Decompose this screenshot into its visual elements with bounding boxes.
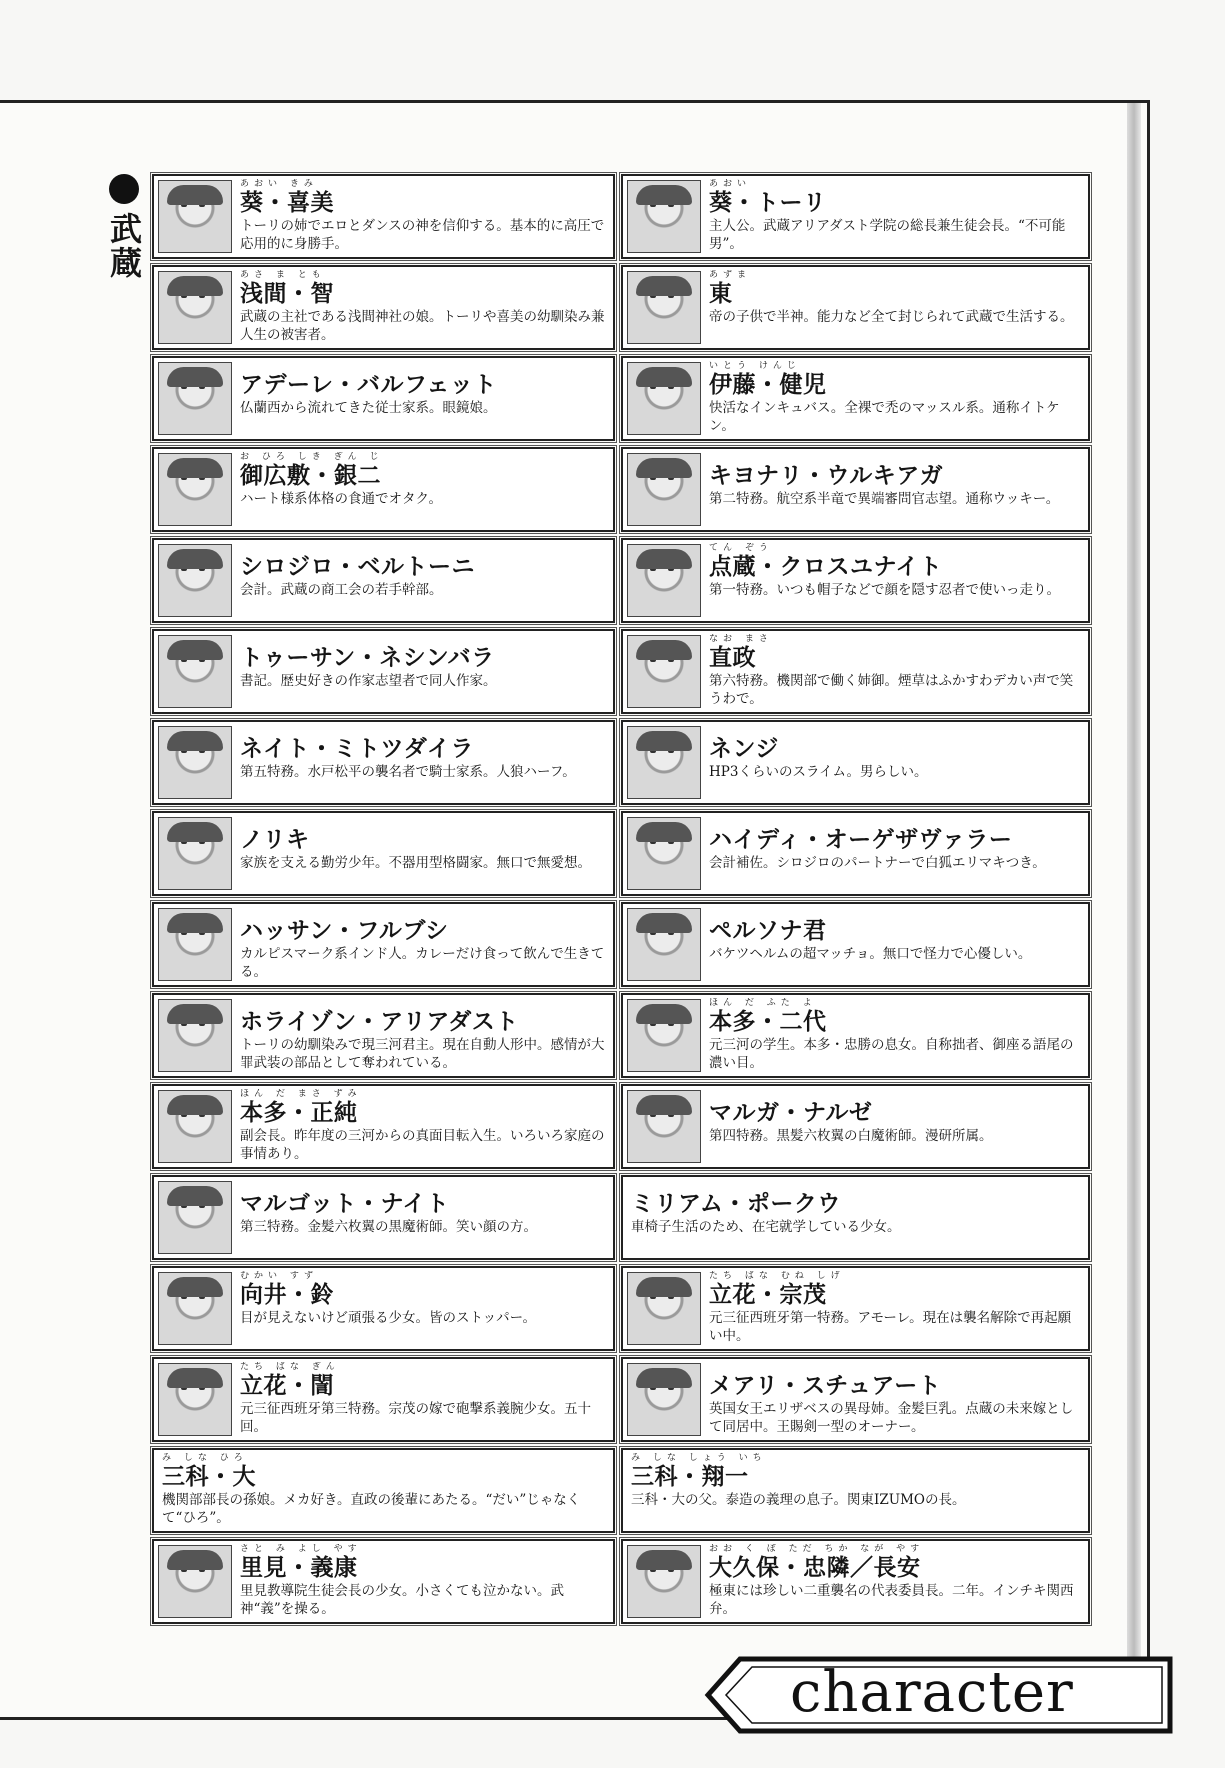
character-name-ruby: なお まさ — [709, 634, 773, 644]
character-description: 第四特務。黒髪六枚翼の白魔術師。漫研所属。 — [709, 1128, 993, 1144]
character-description: 会計補佐。シロジロのパートナーで白狐エリマキつき。 — [709, 855, 1046, 871]
character-card-body — [705, 631, 1088, 712]
character-portrait — [158, 1545, 232, 1618]
character-portrait — [627, 1363, 701, 1436]
character-portrait — [158, 635, 232, 708]
character-name-ruby — [709, 1362, 1082, 1373]
character-card-body — [236, 1268, 613, 1349]
character-name: メアリ・スチュアート — [709, 1373, 942, 1399]
character-card-body — [236, 813, 613, 894]
character-card — [152, 720, 615, 805]
character-portrait — [627, 726, 701, 799]
character-card — [621, 720, 1090, 805]
character-description: バケツヘルムの超マッチョ。無口で怪力で心優しい。 — [709, 946, 1032, 962]
character-card-body — [236, 540, 613, 621]
character-card-body — [705, 995, 1088, 1076]
character-card-body — [705, 1541, 1088, 1622]
character-name: ハッサン・フルブシ — [240, 918, 449, 944]
character-card-body — [705, 176, 1088, 257]
character-description: 第六特務。機関部で働く姉御。煙草はふかすわデカい声で笑うわで。 — [709, 673, 1074, 707]
character-card — [621, 902, 1090, 987]
character-description: 第一特務。いつも帽子などで顔を隠す忍者で使いっ走り。 — [709, 582, 1060, 598]
character-card-body — [705, 540, 1088, 621]
character-portrait — [158, 362, 232, 435]
character-card — [152, 1539, 615, 1624]
character-description: 元三征西班牙第一特務。アモーレ。現在は襲名解除で再起願い中。 — [709, 1310, 1072, 1344]
character-name-ruby — [240, 998, 607, 1009]
character-name-ruby — [240, 725, 607, 736]
character-description: 極東には珍しい二重襲名の代表委員長。二年。インチキ関西弁。 — [709, 1583, 1074, 1617]
character-card-body — [154, 1450, 613, 1531]
character-portrait — [627, 362, 701, 435]
character-card — [152, 538, 615, 623]
character-name-ruby: お ひろ しき ぎん じ — [240, 452, 384, 462]
character-name-ruby — [240, 634, 607, 645]
character-name: 里見・義康 — [240, 1555, 358, 1581]
character-card — [152, 902, 615, 987]
character-portrait — [158, 271, 232, 344]
character-name-ruby — [240, 543, 607, 554]
character-card — [152, 1448, 615, 1533]
character-card-body — [236, 1086, 613, 1167]
character-portrait — [627, 271, 701, 344]
character-card-body — [236, 1541, 613, 1622]
character-card — [621, 1084, 1090, 1169]
character-portrait — [158, 817, 232, 890]
character-name: アデーレ・バルフェット — [240, 372, 497, 398]
character-name-ruby — [240, 816, 607, 827]
character-card — [152, 811, 615, 896]
character-name: ミリアム・ポークウ — [631, 1191, 841, 1217]
character-name: 葵・喜美 — [240, 190, 334, 216]
character-name-ruby: むかい すず — [240, 1271, 318, 1281]
character-name: ネイト・ミトツダイラ — [240, 736, 474, 762]
character-name: シロジロ・ベルトーニ — [240, 554, 475, 580]
character-card-body — [705, 904, 1088, 985]
character-card-body — [705, 1268, 1088, 1349]
character-description: 里見教導院生徒会長の少女。小さくても泣かない。武神“義”を操る。 — [240, 1583, 564, 1617]
character-card — [152, 1084, 615, 1169]
character-description: 機関部部長の孫娘。メカ好き。直政の後輩にあたる。“だい”じゃなくて“ひろ”。 — [162, 1492, 581, 1526]
section-marker — [104, 174, 144, 280]
character-card-body — [236, 631, 613, 712]
character-card — [621, 447, 1090, 532]
character-name-ruby: み しな しょう いち — [631, 1453, 767, 1463]
character-card — [621, 1266, 1090, 1351]
character-name-ruby: おお く ぼ ただ ちか なが やす — [709, 1544, 925, 1554]
character-portrait — [158, 1272, 232, 1345]
character-name-ruby: み しな ひろ — [162, 1453, 248, 1463]
character-name: 点蔵・クロスユナイト — [709, 554, 943, 580]
character-name: ホライゾン・アリアダスト — [240, 1009, 519, 1035]
character-banner — [700, 1655, 1180, 1735]
character-card-body — [236, 904, 613, 985]
character-card-body — [705, 449, 1088, 530]
character-portrait — [158, 1363, 232, 1436]
character-card — [621, 811, 1090, 896]
character-card-body — [705, 813, 1088, 894]
character-description: 英国女王エリザベスの異母姉。金髪巨乳。点蔵の未来嫁として同居中。王賜剣一型のオーナー。 — [709, 1401, 1074, 1435]
character-portrait — [158, 1181, 232, 1254]
character-card-body — [705, 1086, 1088, 1167]
character-card — [621, 1175, 1090, 1260]
character-card-body — [236, 722, 613, 803]
character-card — [621, 538, 1090, 623]
character-description: 三科・大の父。泰造の義理の息子。関東IZUMOの長。 — [631, 1492, 966, 1508]
character-name: ハイディ・オーゲザヴァラー — [709, 827, 1013, 853]
character-name: トゥーサン・ネシンバラ — [240, 645, 495, 671]
character-description: 仏蘭西から流れてきた従士家系。眼鏡娘。 — [240, 400, 497, 416]
character-portrait — [627, 908, 701, 981]
character-name: 立花・誾 — [240, 1373, 334, 1399]
character-name: マルゴット・ナイト — [240, 1191, 450, 1217]
character-card — [621, 1357, 1090, 1442]
character-name: 東 — [709, 281, 733, 307]
character-name-ruby — [709, 452, 1082, 463]
character-name-ruby: てん ぞう — [709, 543, 773, 553]
character-name: 本多・二代 — [709, 1009, 827, 1035]
character-card-body — [236, 995, 613, 1076]
character-card — [152, 1175, 615, 1260]
character-card — [621, 1539, 1090, 1624]
character-card-body — [236, 267, 613, 348]
character-description: 元三河の学生。本多・忠勝の息女。自称拙者、御座る語尾の濃い目。 — [709, 1037, 1074, 1071]
character-name-ruby — [240, 361, 607, 372]
character-name-ruby: ほん だ ふた よ — [709, 998, 817, 1008]
character-description: 武蔵の主社である浅間神社の娘。トーリや喜美の幼馴染み兼人生の被害者。 — [240, 309, 605, 343]
character-name: 三科・翔一 — [631, 1464, 749, 1490]
character-card-body — [236, 1177, 613, 1258]
character-description: 元三征西班牙第三特務。宗茂の嫁で砲撃系義腕少女。五十回。 — [240, 1401, 591, 1435]
character-name-ruby — [240, 1180, 607, 1191]
character-portrait — [627, 1090, 701, 1163]
character-card-body — [236, 449, 613, 530]
character-description: トーリの姉でエロとダンスの神を信仰する。基本的に高圧で応用的に身勝手。 — [240, 218, 605, 252]
character-card — [621, 629, 1090, 714]
character-name: 御広敷・銀二 — [240, 463, 381, 489]
character-name: ノリキ — [240, 827, 310, 853]
character-name-ruby — [631, 1180, 1082, 1191]
character-name: 向井・鈴 — [240, 1282, 334, 1308]
character-name-ruby: いとう けんじ — [709, 361, 801, 371]
character-name: キヨナリ・ウルキアガ — [709, 463, 944, 489]
character-portrait — [627, 453, 701, 526]
character-name-ruby: あさ ま とも — [240, 270, 326, 280]
character-name-ruby: あずま — [709, 270, 752, 280]
character-description: 車椅子生活のため、在宅就学している少女。 — [631, 1219, 901, 1235]
character-name-ruby — [709, 725, 1082, 736]
character-description: 書記。歴史好きの作家志望者で同人作家。 — [240, 673, 497, 689]
character-name: 直政 — [709, 645, 756, 671]
banner-text: character — [790, 1660, 1074, 1725]
character-description: 帝の子供で半神。能力など全て封じられて武蔵で生活する。 — [709, 309, 1074, 325]
character-name: 本多・正純 — [240, 1100, 358, 1126]
character-portrait — [158, 999, 232, 1072]
character-card-body — [705, 267, 1088, 348]
character-card — [621, 993, 1090, 1078]
character-portrait — [627, 1272, 701, 1345]
character-name-ruby: あおい きみ — [240, 179, 318, 189]
character-card — [621, 174, 1090, 259]
character-name-ruby: たち ばな ぎん — [240, 1362, 340, 1372]
section-bullet-icon — [109, 174, 139, 204]
character-card-body — [623, 1177, 1088, 1258]
character-description: 家族を支える勤労少年。不器用型格闘家。無口で無愛想。 — [240, 855, 591, 871]
character-name: 葵・トーリ — [709, 190, 827, 216]
character-description: 快活なインキュバス。全裸で禿のマッスル系。通称イトケン。 — [709, 400, 1060, 434]
character-card — [152, 265, 615, 350]
character-portrait — [627, 999, 701, 1072]
character-card — [152, 447, 615, 532]
character-card — [152, 1357, 615, 1442]
character-card-body — [236, 176, 613, 257]
character-name-ruby — [709, 907, 1082, 918]
character-description: 会計。武蔵の商工会の若手幹部。 — [240, 582, 443, 598]
character-name: 立花・宗茂 — [709, 1282, 827, 1308]
character-description: 目が見えないけど頑張る少女。皆のストッパー。 — [240, 1310, 537, 1326]
character-name-ruby: ほん だ まさ ずみ — [240, 1089, 362, 1099]
character-description: トーリの幼馴染みで現三河君主。現在自動人形中。感情が大罪武装の部品として奪われている。 — [240, 1037, 605, 1071]
character-card — [152, 993, 615, 1078]
character-name-ruby — [240, 907, 607, 918]
character-portrait — [627, 180, 701, 253]
character-card — [152, 629, 615, 714]
character-card-body — [236, 1359, 613, 1440]
character-portrait — [627, 817, 701, 890]
character-grid — [152, 174, 1090, 1624]
section-title: 武蔵 — [105, 212, 143, 280]
character-description: HP3くらいのスライム。男らしい。 — [709, 764, 928, 780]
character-name: ネンジ — [709, 736, 779, 762]
character-name-ruby: あおい — [709, 179, 752, 189]
character-portrait — [627, 544, 701, 617]
character-card-body — [705, 358, 1088, 439]
character-description: 副会長。昨年度の三河からの真面目転入生。いろいろ家庭の事情あり。 — [240, 1128, 605, 1162]
character-name: マルガ・ナルゼ — [709, 1100, 873, 1126]
character-name-ruby — [709, 1089, 1082, 1100]
character-name: 浅間・智 — [240, 281, 334, 307]
character-name-ruby: さと み よし やす — [240, 1544, 362, 1554]
character-name: 伊藤・健児 — [709, 372, 827, 398]
character-card-body — [623, 1450, 1088, 1531]
character-card-body — [236, 358, 613, 439]
character-portrait — [158, 453, 232, 526]
character-portrait — [158, 180, 232, 253]
character-card — [152, 174, 615, 259]
character-card-body — [705, 1359, 1088, 1440]
character-card — [621, 1448, 1090, 1533]
character-description: カルピスマーク系インド人。カレーだけ食って飲んで生きてる。 — [240, 946, 605, 980]
character-portrait — [158, 908, 232, 981]
character-portrait — [627, 635, 701, 708]
character-description: 第三特務。金髪六枚翼の黒魔術師。笑い顔の方。 — [240, 1219, 537, 1235]
character-description: 第五特務。水戸松平の襲名者で騎士家系。人狼ハーフ。 — [240, 764, 576, 780]
character-name: ペルソナ君 — [709, 918, 827, 944]
character-portrait — [627, 1545, 701, 1618]
character-card — [621, 265, 1090, 350]
character-card — [152, 1266, 615, 1351]
character-portrait — [158, 726, 232, 799]
character-description: ハート様系体格の食通でオタク。 — [240, 491, 442, 507]
character-name: 三科・大 — [162, 1464, 256, 1490]
character-description: 第二特務。航空系半竜で異端審問官志望。通称ウッキー。 — [709, 491, 1060, 507]
character-description: 主人公。武蔵アリアダスト学院の総長兼生徒会長。“不可能男”。 — [709, 218, 1066, 252]
character-name-ruby — [709, 816, 1082, 827]
character-portrait — [158, 1090, 232, 1163]
character-portrait — [158, 544, 232, 617]
character-card — [152, 356, 615, 441]
character-name: 大久保・忠隣／長安 — [709, 1555, 921, 1581]
character-card-body — [705, 722, 1088, 803]
character-name-ruby: たち ばな むね しげ — [709, 1271, 845, 1281]
character-card — [621, 356, 1090, 441]
